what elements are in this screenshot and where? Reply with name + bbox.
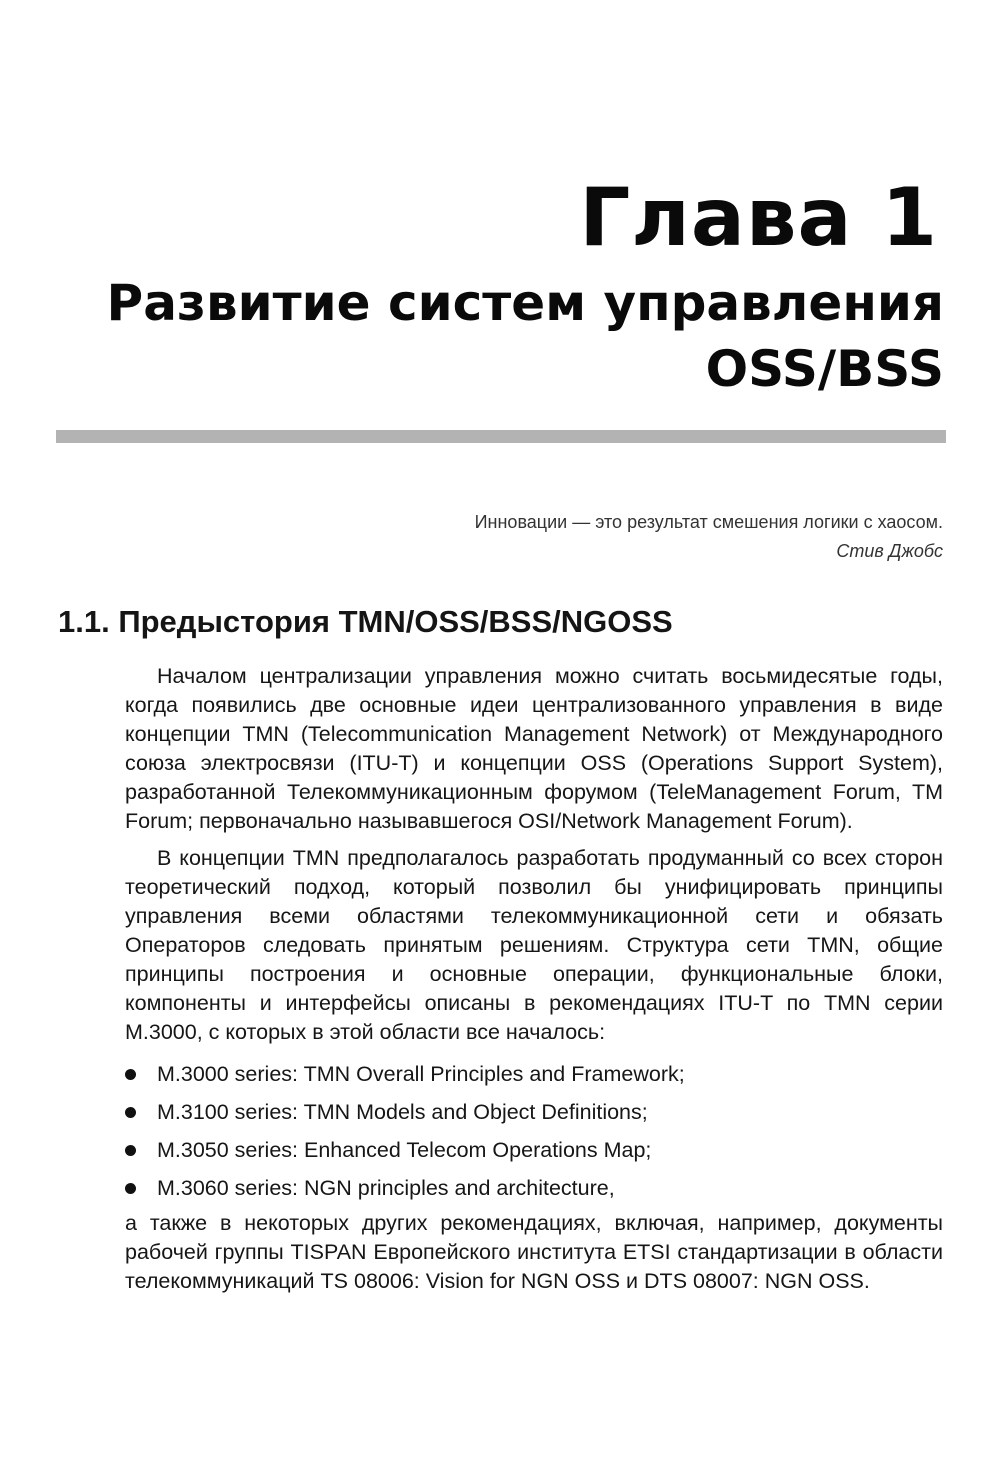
chapter-title-line-1: Развитие систем управления [106,274,944,332]
bullet-icon [125,1145,136,1156]
bullet-icon [125,1107,136,1118]
list-item [125,1169,943,1207]
list-item-text: M.3060 series: NGN principles and architecture, [157,1176,615,1200]
chapter-title [56,270,944,402]
list-item [125,1093,943,1131]
bullet-icon [125,1183,136,1194]
section-title: 1.1. Предыстория TMN/OSS/BSS/NGOSS [58,604,673,639]
list-item-text: M.3050 series: Enhanced Telecom Operations Map; [157,1138,652,1162]
paragraph-2: В концепции TMN предполагалось разработать продуманный со всех сторон теоретический подход, который позволил бы унифицировать принципы управления всеми областями телекоммуникационной сети и обязать Операторов следовать принятым решениям. Структура сети TMN, общие принципы построения и основные операции, функциональные блоки, компоненты и интерфейсы описаны в рекомендациях ITU-T по TMN серии M.3000, с которых в этой области все началось: [125,846,943,1044]
chapter-number: Глава 1 [579,171,938,264]
list-item-text: M.3100 series: TMN Models and Object Definitions; [157,1100,648,1124]
chapter-header [56,170,944,402]
epigraph [300,508,943,566]
paragraph-1: Началом централизации управления можно считать восьмидесятые годы, когда появились две основные идеи централизованного управления в виде концепции TMN (Telecommunication Management Network) от Международного союза электросвязи (ITU-T) и концепции OSS (Operations Support System), разработанной Телекоммуникационным форумом (TeleManagement Forum, TM Forum; первоначально называвшегося OSI/Network Management Forum). [125,664,943,833]
list-item [125,1055,943,1093]
chapter-divider [56,430,946,443]
chapter-title-line-2: OSS/BSS [705,340,944,398]
epigraph-quote: Инновации — это результат смешения логики с хаосом. [474,512,943,532]
list-item [125,1131,943,1169]
bullet-icon [125,1069,136,1080]
epigraph-author: Стив Джобс [836,541,943,561]
closing-paragraph: а также в некоторых других рекомендациях, включая, например, документы рабочей группы TISPAN Европейского института ETSI стандартизации в области телекоммуникаций TS 08006: Vision for NGN OSS и DTS 08007: NGN OSS. [125,1211,943,1293]
section-body [125,662,943,1296]
recommendation-list [125,1055,943,1207]
list-item-text: M.3000 series: TMN Overall Principles and Framework; [157,1062,685,1086]
